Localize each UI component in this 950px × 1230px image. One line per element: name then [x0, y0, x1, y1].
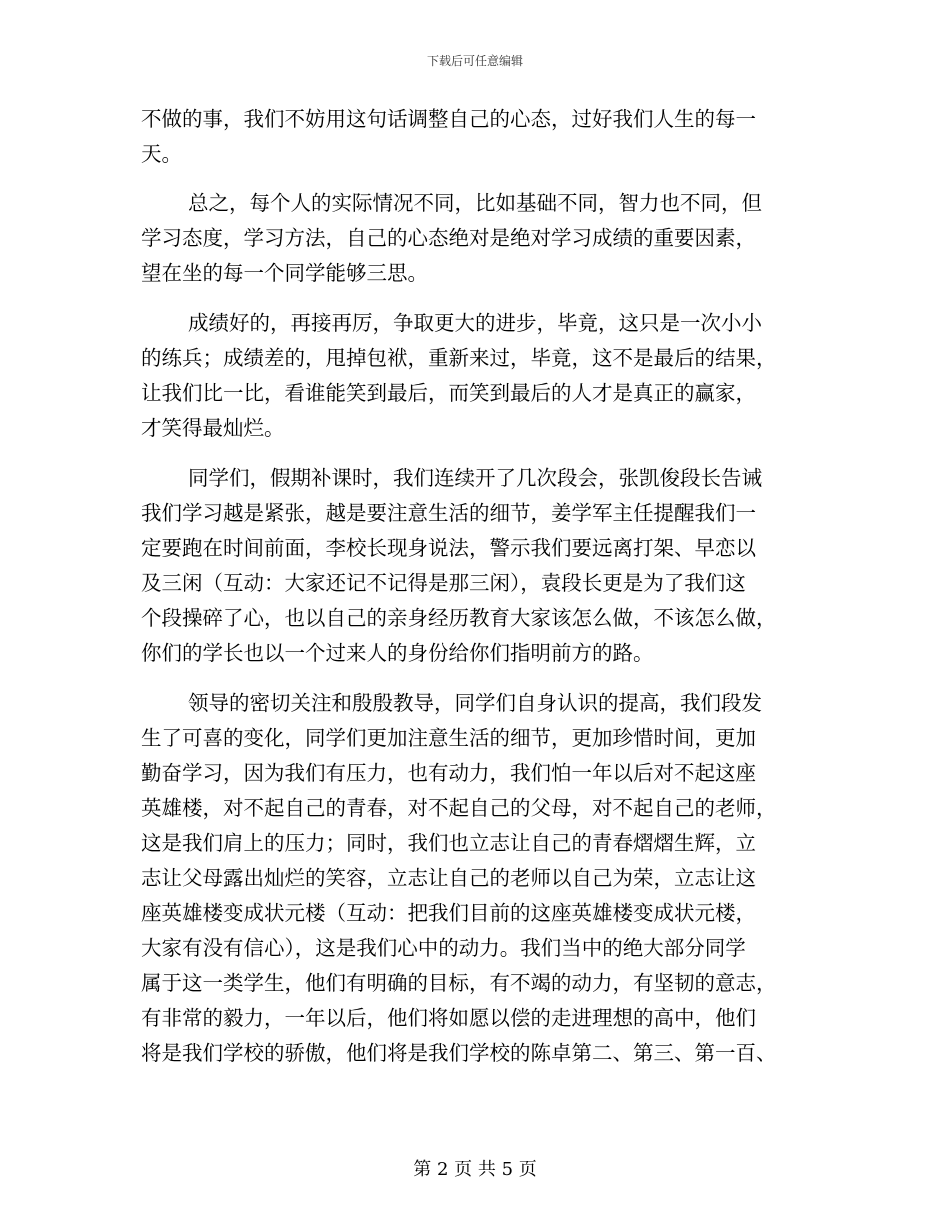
text-line: 望在坐的每一个同学能够三思。 — [141, 261, 428, 285]
text-line: 领导的密切关注和殷殷教导，同学们自身认识的提高，我们段发 — [188, 691, 762, 715]
text-line: 定要跑在时间前面，李校长现身说法，警示我们要远离打架、早恋以 — [141, 536, 756, 560]
text-line: 及三闲（互动：大家还记不记得是那三闲），袁段长更是为了我们这 — [141, 571, 746, 595]
text-line: 同学们，假期补课时，我们连续开了几次段会，张凯俊段长告诫 — [188, 466, 762, 490]
text-line: 总之，每个人的实际情况不同，比如基础不同，智力也不同，但 — [188, 191, 762, 215]
text-line: 个段操碎了心，也以自己的亲身经历教育大家该怎么做，不该怎么做， — [141, 606, 777, 630]
text-line: 成绩好的，再接再厉，争取更大的进步，毕竟，这只是一次小小 — [188, 311, 762, 335]
text-line: 生了可喜的变化，同学们更加注意生活的细节，更加珍惜时间，更加 — [141, 726, 756, 750]
page-header: 下载后可任意编辑 — [426, 54, 523, 68]
text-line: 学习态度，学习方法，自己的心态绝对是绝对学习成绩的重要因素， — [141, 226, 756, 250]
text-line: 座英雄楼变成状元楼（互动：把我们目前的这座英雄楼变成状元楼， — [141, 901, 756, 925]
text-line: 有非常的毅力，一年以后，他们将如愿以偿的走进理想的高中，他们 — [141, 1006, 756, 1030]
text-line: 勤奋学习，因为我们有压力，也有动力，我们怕一年以后对不起这座 — [141, 761, 756, 785]
text-line: 才笑得最灿烂。 — [141, 416, 285, 440]
text-line: 志让父母露出灿烂的笑容，立志让自己的老师以自己为荣，立志让这 — [141, 866, 756, 890]
text-line: 你们的学长也以一个过来人的身份给你们指明前方的路。 — [141, 641, 654, 665]
text-line: 英雄楼，对不起自己的青春，对不起自己的父母，对不起自己的老师， — [141, 796, 777, 820]
text-line: 将是我们学校的骄傲，他们将是我们学校的陈卓第二、第三、第一百、 — [141, 1041, 777, 1065]
page-footer: 第 2 页 共 5 页 — [413, 1159, 537, 1180]
text-line: 属于这一类学生，他们有明确的目标，有不竭的动力，有坚韧的意志， — [141, 971, 777, 995]
text-line: 我们学习越是紧张，越是要注意生活的细节，姜学军主任提醒我们一 — [141, 501, 756, 525]
text-line: 的练兵；成绩差的，甩掉包袱，重新来过，毕竟，这不是最后的结果， — [141, 346, 777, 370]
text-line: 大家有没有信心），这是我们心中的动力。我们当中的绝大部分同学 — [141, 936, 746, 960]
text-line: 让我们比一比，看谁能笑到最后，而笑到最后的人才是真正的赢家， — [141, 381, 756, 405]
text-line: 这是我们肩上的压力；同时，我们也立志让自己的青春熠熠生辉，立 — [141, 831, 756, 855]
text-line: 不做的事，我们不妨用这句话调整自己的心态，过好我们人生的每一 — [141, 107, 756, 131]
text-line: 天。 — [141, 142, 182, 166]
